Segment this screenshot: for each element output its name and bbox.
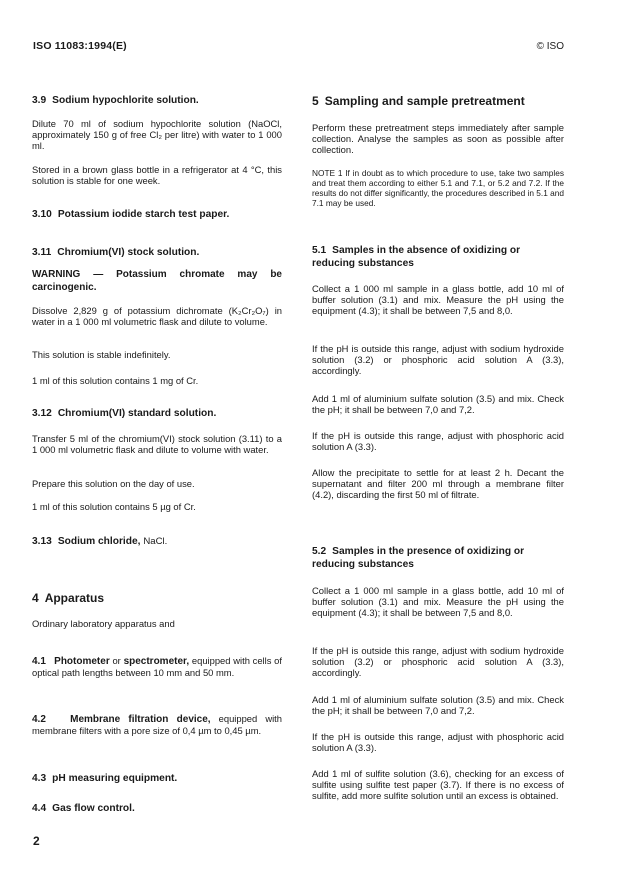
para-3-12-2: Prepare this solution on the day of use. [32, 478, 195, 489]
heading-5-1: 5.1 Samples in the absence of oxidizing or reducing substances [312, 245, 521, 269]
heading-3-12: 3.12 Chromium(VI) standard solution. [32, 408, 217, 419]
para-5-1-5: Allow the precipitate to settle for at least 2 h. Decant the supernatant and filter 200 ml through a membrane filter (4.2), discarding the first 50 ml of filtrate. [312, 467, 564, 500]
heading-4-3: 4.3 pH measuring equipment. [32, 773, 178, 784]
heading-3-9: 3.9 Sodium hypochlorite solution. [32, 95, 199, 106]
para-3-11-2: This solution is stable indefinitely. [32, 349, 171, 360]
para-5-2-2: If the pH is outside this range, adjust with sodium hydroxide solution (3.2) or phosphoric acid solution A (3.3), accordingly. [312, 645, 564, 678]
para-5-2-1: Collect a 1 000 ml sample in a glass bottle, add 10 ml of buffer solution (3.1) and mix. Measure the pH using the equipment (4.3); it shall be between 7,5 and 8,0. [312, 585, 564, 618]
page-number: 2 [33, 834, 40, 848]
copyright-header: © ISO [536, 41, 564, 52]
para-5-2-5: Add 1 ml of sulfite solution (3.6), checking for an excess of sulfite using sulfite test paper (3.7). If there is no excess of sulfite, add more sulfite solution until an excess is obtained. [312, 768, 564, 801]
para-4-2-membrane: 4.2 Membrane filtration device, equipped with membrane filters with a pore size of 0,4 µm to 0,45 µm. [32, 713, 282, 736]
para-5-1-4: If the pH is outside this range, adjust with phosphoric acid solution A (3.3). [312, 430, 564, 452]
para-5-1: Perform these pretreatment steps immediately after sample collection. Analyse the samples as soon as possible after collection. [312, 122, 564, 155]
para-4-1: Ordinary laboratory apparatus and [32, 618, 175, 629]
para-4-1-photometer: 4.1 Photometer or spectrometer, equipped with cells of optical path lengths between 10 mm and 50 mm. [32, 655, 282, 678]
para-3-9-2: Stored in a brown glass bottle in a refrigerator at 4 °C, this solution is stable for one week. [32, 164, 282, 186]
heading-5: 5 Sampling and sample pretreatment [312, 94, 525, 108]
para-5-2-3: Add 1 ml of aluminium sulfate solution (3.5) and mix. Check the pH; it shall be between 7,0 and 7,2. [312, 694, 564, 716]
heading-3-11: 3.11 Chromium(VI) stock solution. [32, 247, 200, 258]
standard-header: ISO 11083:1994(E) [33, 40, 127, 52]
para-5-1-1: Collect a 1 000 ml sample in a glass bottle, add 10 ml of buffer solution (3.1) and mix. Measure the pH using the equipment (4.3); it shall be between 7,5 and 8,0. [312, 283, 564, 316]
warning-3-11: WARNING — Potassium chromate may be carcinogenic. [32, 269, 282, 293]
heading-3-13: 3.13 Sodium chloride, NaCl. [32, 536, 168, 547]
heading-3-10: 3.10 Potassium iodide starch test paper. [32, 209, 230, 220]
para-5-1-2: If the pH is outside this range, adjust with sodium hydroxide solution (3.2) or phosphoric acid solution A (3.3), accordingly. [312, 343, 564, 376]
para-3-11-1: Dissolve 2,829 g of potassium dichromate (K₂Cr₂O₇) in water in a 1 000 ml volumetric flask and dilute to volume. [32, 305, 282, 327]
heading-4-4: 4.4 Gas flow control. [32, 803, 135, 814]
para-5-1-3: Add 1 ml of aluminium sulfate solution (3.5) and mix. Check the pH; it shall be between 7,0 and 7,2. [312, 393, 564, 415]
para-3-11-3: 1 ml of this solution contains 1 mg of Cr. [32, 375, 199, 386]
para-5-2-4: If the pH is outside this range, adjust with phosphoric acid solution A (3.3). [312, 731, 564, 753]
note-1: NOTE 1 If in doubt as to which procedure to use, take two samples and treat them according to either 5.1 and 7.1, or 5.2 and 7.2. If the results do not differ significantly, the procedures described in 5.1 and 7.1 may be used. [312, 168, 564, 208]
para-3-9-1: Dilute 70 ml of sodium hypochlorite solution (NaOCl, approximately 150 g of free Cl₂ per litre) with water to 1 000 ml. [32, 118, 282, 151]
para-3-12-1: Transfer 5 ml of the chromium(VI) stock solution (3.11) to a 1 000 ml volumetric flask and dilute to volume with water. [32, 433, 282, 455]
heading-4: 4 Apparatus [32, 591, 105, 605]
para-3-12-3: 1 ml of this solution contains 5 µg of Cr. [32, 501, 196, 512]
heading-5-2: 5.2 Samples in the presence of oxidizing or reducing substances [312, 546, 525, 570]
